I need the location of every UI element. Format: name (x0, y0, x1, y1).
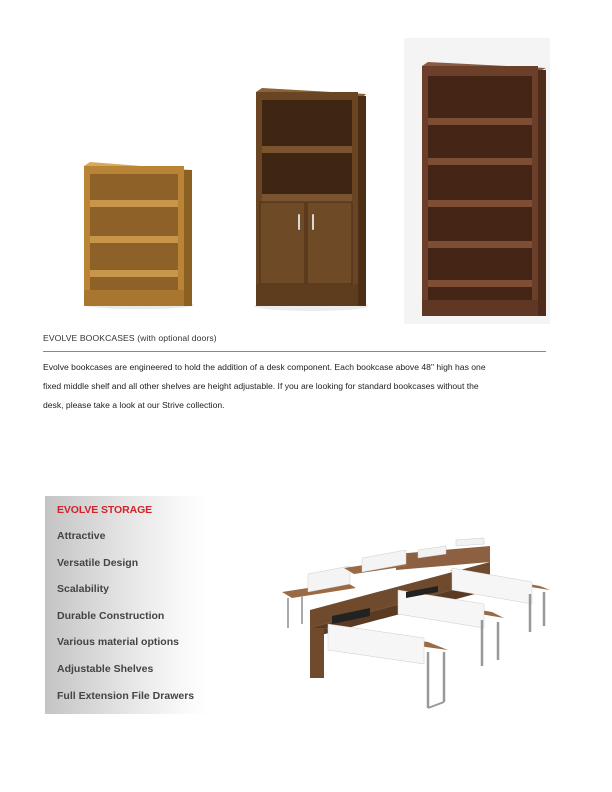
short-oak-bookcase-image (82, 160, 194, 310)
description-line: desk, please take a look at our Strive collection. (43, 400, 225, 410)
bookcases-description (43, 358, 548, 415)
walnut-bookcase-with-doors-image (254, 86, 368, 312)
feature-item: Attractive (57, 530, 106, 542)
feature-item: Durable Construction (57, 609, 165, 622)
workstation-cluster-image (278, 532, 550, 714)
storage-features-panel (45, 496, 210, 714)
section-divider (43, 351, 546, 352)
storage-title: EVOLVE STORAGE (57, 504, 153, 516)
description-line: Evolve bookcases are engineered to hold the addition of a desk component. Each bookcase above 48" high has one (43, 362, 486, 372)
feature-item: Versatile Design (57, 556, 139, 569)
feature-item: Adjustable Shelves (57, 662, 154, 675)
feature-item: Various material options (57, 636, 179, 649)
feature-item: Full Extension File Drawers (57, 689, 195, 702)
tall-mahogany-bookcase-image (404, 38, 550, 324)
bookcases-caption: EVOLVE BOOKCASES (with optional doors) (43, 333, 217, 343)
feature-item: Scalability (57, 583, 109, 596)
description-line: fixed middle shelf and all other shelves are height adjustable. If you are looking for standard bookcases without the (43, 381, 479, 391)
feature-list (57, 529, 194, 715)
